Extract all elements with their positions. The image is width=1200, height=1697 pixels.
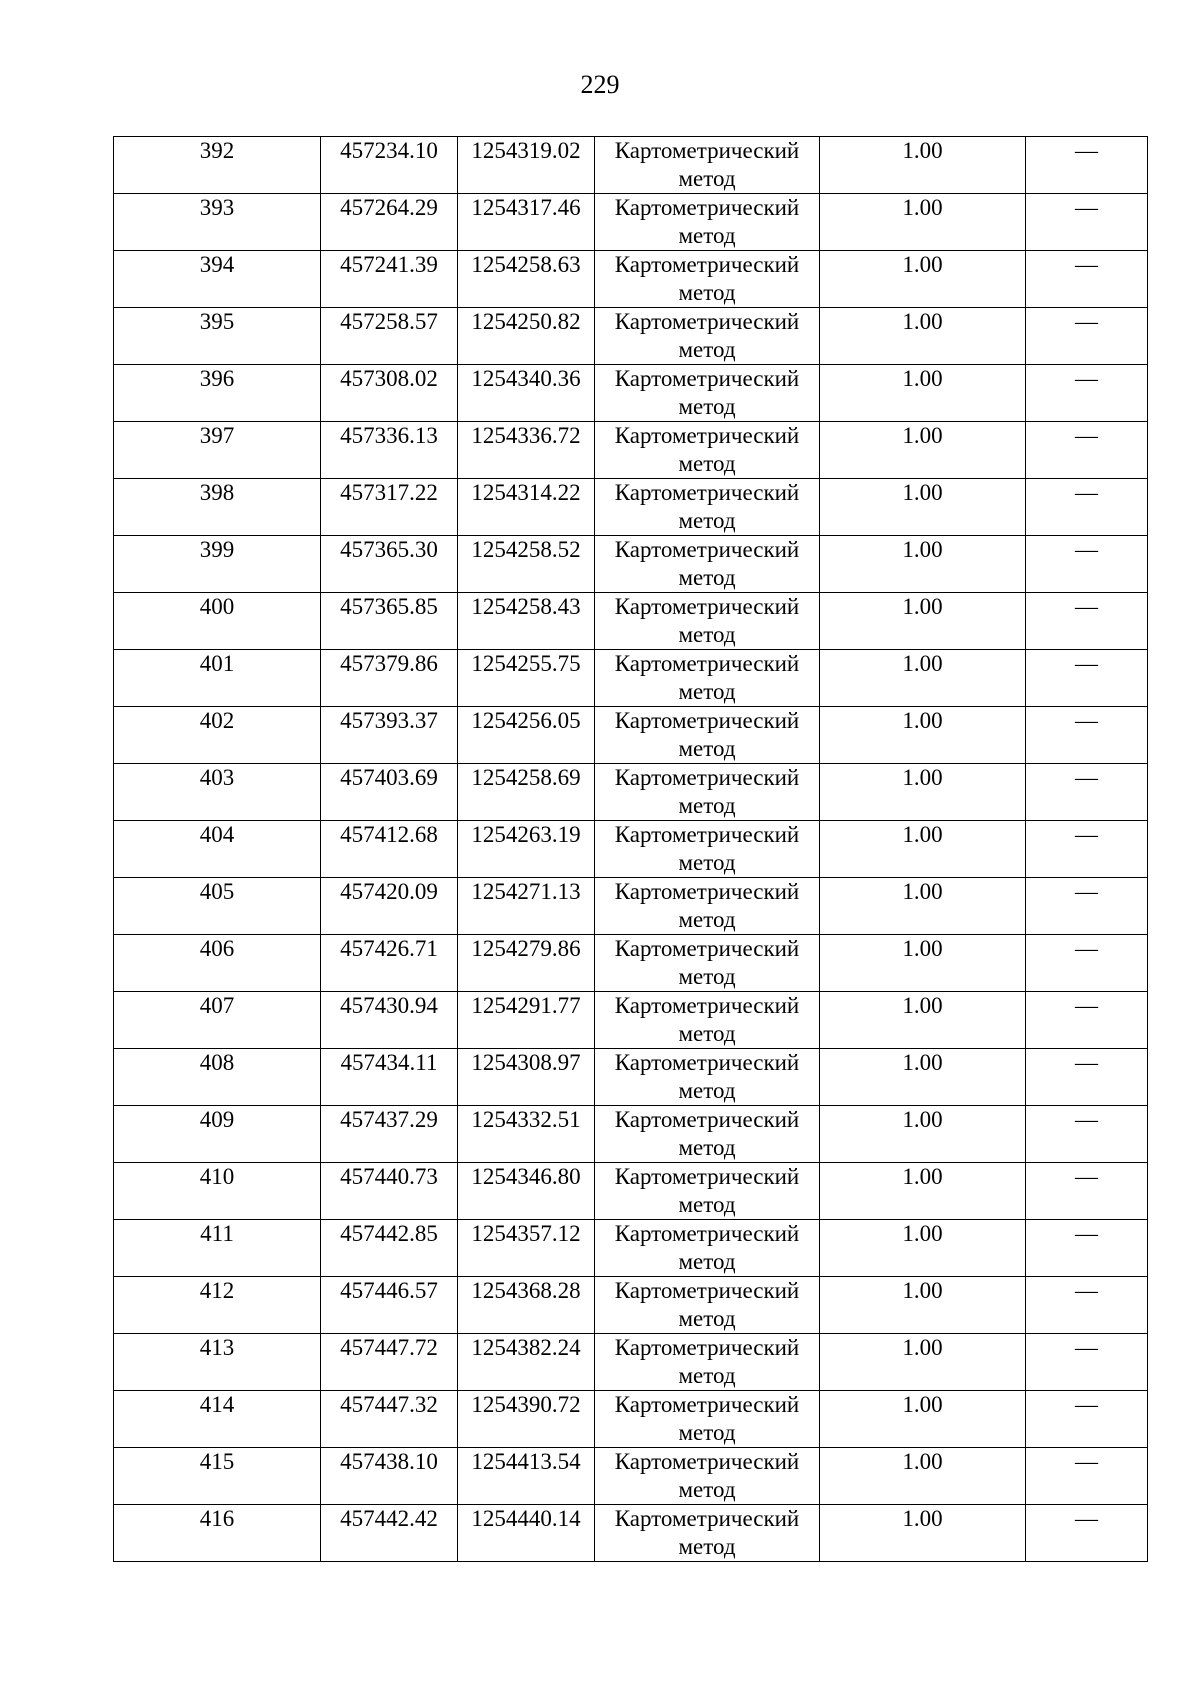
x-coordinate-cell: 457426.71 <box>321 935 458 992</box>
accuracy-cell: 1.00 <box>820 479 1026 536</box>
y-coordinate-cell: 1254291.77 <box>458 992 595 1049</box>
table-row <box>114 878 1148 935</box>
method-line-2: метод <box>678 508 736 533</box>
y-coordinate-cell: 1254314.22 <box>458 479 595 536</box>
note-cell: — <box>1026 137 1148 194</box>
method-line-2: метод <box>678 394 736 419</box>
method-cell <box>595 536 820 593</box>
x-coordinate-cell: 457430.94 <box>321 992 458 1049</box>
accuracy-cell: 1.00 <box>820 650 1026 707</box>
x-coordinate-cell: 457442.42 <box>321 1505 458 1562</box>
point-number-cell: 393 <box>114 194 321 251</box>
note-cell: — <box>1026 650 1148 707</box>
method-line-2: метод <box>678 964 736 989</box>
method-cell <box>595 992 820 1049</box>
y-coordinate-cell: 1254440.14 <box>458 1505 595 1562</box>
method-line-1: Картометрический <box>614 1221 800 1246</box>
method-cell <box>595 365 820 422</box>
table-row <box>114 137 1148 194</box>
point-number-cell: 400 <box>114 593 321 650</box>
y-coordinate-cell: 1254340.36 <box>458 365 595 422</box>
table-row <box>114 365 1148 422</box>
point-number-cell: 414 <box>114 1391 321 1448</box>
point-number-cell: 403 <box>114 764 321 821</box>
point-number-cell: 405 <box>114 878 321 935</box>
table-row <box>114 422 1148 479</box>
table-row <box>114 479 1148 536</box>
table-row <box>114 1505 1148 1562</box>
table-row <box>114 251 1148 308</box>
point-number-cell: 409 <box>114 1106 321 1163</box>
table-row <box>114 536 1148 593</box>
table-row <box>114 707 1148 764</box>
x-coordinate-cell: 457264.29 <box>321 194 458 251</box>
point-number-cell: 413 <box>114 1334 321 1391</box>
note-cell: — <box>1026 593 1148 650</box>
method-cell <box>595 1163 820 1220</box>
method-line-2: метод <box>678 1021 736 1046</box>
x-coordinate-cell: 457308.02 <box>321 365 458 422</box>
method-cell <box>595 1049 820 1106</box>
method-cell <box>595 707 820 764</box>
method-line-2: метод <box>678 907 736 932</box>
method-line-2: метод <box>678 1306 736 1331</box>
x-coordinate-cell: 457437.29 <box>321 1106 458 1163</box>
method-line-1: Картометрический <box>614 1392 800 1417</box>
method-line-1: Картометрический <box>614 480 800 505</box>
accuracy-cell: 1.00 <box>820 764 1026 821</box>
table-row <box>114 1334 1148 1391</box>
method-cell <box>595 1391 820 1448</box>
y-coordinate-cell: 1254390.72 <box>458 1391 595 1448</box>
point-number-cell: 412 <box>114 1277 321 1334</box>
method-line-1: Картометрический <box>614 138 800 163</box>
point-number-cell: 411 <box>114 1220 321 1277</box>
method-cell <box>595 821 820 878</box>
point-number-cell: 397 <box>114 422 321 479</box>
method-line-2: метод <box>678 1477 736 1502</box>
y-coordinate-cell: 1254258.43 <box>458 593 595 650</box>
note-cell: — <box>1026 194 1148 251</box>
note-cell: — <box>1026 764 1148 821</box>
accuracy-cell: 1.00 <box>820 536 1026 593</box>
x-coordinate-cell: 457258.57 <box>321 308 458 365</box>
method-line-2: метод <box>678 793 736 818</box>
note-cell: — <box>1026 935 1148 992</box>
method-cell <box>595 308 820 365</box>
point-number-cell: 398 <box>114 479 321 536</box>
coordinates-table <box>113 136 1148 1562</box>
table-row <box>114 308 1148 365</box>
y-coordinate-cell: 1254256.05 <box>458 707 595 764</box>
accuracy-cell: 1.00 <box>820 878 1026 935</box>
x-coordinate-cell: 457447.72 <box>321 1334 458 1391</box>
note-cell: — <box>1026 1220 1148 1277</box>
accuracy-cell: 1.00 <box>820 935 1026 992</box>
method-cell <box>595 251 820 308</box>
method-line-1: Картометрический <box>614 1164 800 1189</box>
x-coordinate-cell: 457336.13 <box>321 422 458 479</box>
x-coordinate-cell: 457412.68 <box>321 821 458 878</box>
method-cell <box>595 1220 820 1277</box>
note-cell: — <box>1026 1049 1148 1106</box>
method-line-2: метод <box>678 223 736 248</box>
x-coordinate-cell: 457440.73 <box>321 1163 458 1220</box>
x-coordinate-cell: 457446.57 <box>321 1277 458 1334</box>
point-number-cell: 407 <box>114 992 321 1049</box>
method-line-2: метод <box>678 622 736 647</box>
method-cell <box>595 194 820 251</box>
y-coordinate-cell: 1254368.28 <box>458 1277 595 1334</box>
note-cell: — <box>1026 365 1148 422</box>
x-coordinate-cell: 457442.85 <box>321 1220 458 1277</box>
x-coordinate-cell: 457420.09 <box>321 878 458 935</box>
table-row <box>114 935 1148 992</box>
x-coordinate-cell: 457234.10 <box>321 137 458 194</box>
method-cell <box>595 650 820 707</box>
method-line-1: Картометрический <box>614 708 800 733</box>
table-row <box>114 1391 1148 1448</box>
y-coordinate-cell: 1254382.24 <box>458 1334 595 1391</box>
note-cell: — <box>1026 536 1148 593</box>
table-row <box>114 1220 1148 1277</box>
method-line-1: Картометрический <box>614 1449 800 1474</box>
method-line-2: метод <box>678 1420 736 1445</box>
point-number-cell: 415 <box>114 1448 321 1505</box>
point-number-cell: 402 <box>114 707 321 764</box>
table-row <box>114 1277 1148 1334</box>
accuracy-cell: 1.00 <box>820 1106 1026 1163</box>
note-cell: — <box>1026 1448 1148 1505</box>
method-line-2: метод <box>678 280 736 305</box>
accuracy-cell: 1.00 <box>820 365 1026 422</box>
method-line-1: Картометрический <box>614 879 800 904</box>
note-cell: — <box>1026 1391 1148 1448</box>
y-coordinate-cell: 1254258.52 <box>458 536 595 593</box>
method-line-2: метод <box>678 736 736 761</box>
accuracy-cell: 1.00 <box>820 707 1026 764</box>
y-coordinate-cell: 1254258.69 <box>458 764 595 821</box>
method-cell <box>595 764 820 821</box>
method-line-1: Картометрический <box>614 936 800 961</box>
method-line-1: Картометрический <box>614 594 800 619</box>
y-coordinate-cell: 1254271.13 <box>458 878 595 935</box>
accuracy-cell: 1.00 <box>820 1505 1026 1562</box>
method-line-2: метод <box>678 1363 736 1388</box>
table-row <box>114 1106 1148 1163</box>
accuracy-cell: 1.00 <box>820 251 1026 308</box>
method-line-1: Картометрический <box>614 822 800 847</box>
point-number-cell: 399 <box>114 536 321 593</box>
x-coordinate-cell: 457317.22 <box>321 479 458 536</box>
y-coordinate-cell: 1254413.54 <box>458 1448 595 1505</box>
accuracy-cell: 1.00 <box>820 194 1026 251</box>
method-cell <box>595 422 820 479</box>
table-row <box>114 650 1148 707</box>
y-coordinate-cell: 1254250.82 <box>458 308 595 365</box>
method-line-1: Картометрический <box>614 537 800 562</box>
method-line-1: Картометрический <box>614 1050 800 1075</box>
method-line-1: Картометрический <box>614 1107 800 1132</box>
note-cell: — <box>1026 422 1148 479</box>
y-coordinate-cell: 1254336.72 <box>458 422 595 479</box>
accuracy-cell: 1.00 <box>820 593 1026 650</box>
x-coordinate-cell: 457438.10 <box>321 1448 458 1505</box>
point-number-cell: 395 <box>114 308 321 365</box>
method-line-1: Картометрический <box>614 252 800 277</box>
table-row <box>114 764 1148 821</box>
note-cell: — <box>1026 1334 1148 1391</box>
method-cell <box>595 1106 820 1163</box>
y-coordinate-cell: 1254255.75 <box>458 650 595 707</box>
method-line-2: метод <box>678 679 736 704</box>
table-row <box>114 1448 1148 1505</box>
method-cell <box>595 479 820 536</box>
accuracy-cell: 1.00 <box>820 1277 1026 1334</box>
y-coordinate-cell: 1254346.80 <box>458 1163 595 1220</box>
method-line-1: Картометрический <box>614 1506 800 1531</box>
x-coordinate-cell: 457365.85 <box>321 593 458 650</box>
point-number-cell: 404 <box>114 821 321 878</box>
x-coordinate-cell: 457403.69 <box>321 764 458 821</box>
method-cell <box>595 1505 820 1562</box>
method-line-2: метод <box>678 337 736 362</box>
method-line-1: Картометрический <box>614 366 800 391</box>
method-line-2: метод <box>678 1249 736 1274</box>
y-coordinate-cell: 1254357.12 <box>458 1220 595 1277</box>
point-number-cell: 416 <box>114 1505 321 1562</box>
table-row <box>114 593 1148 650</box>
accuracy-cell: 1.00 <box>820 992 1026 1049</box>
method-line-2: метод <box>678 451 736 476</box>
method-cell <box>595 593 820 650</box>
note-cell: — <box>1026 1163 1148 1220</box>
method-cell <box>595 935 820 992</box>
method-cell <box>595 1334 820 1391</box>
method-line-2: метод <box>678 1192 736 1217</box>
method-line-1: Картометрический <box>614 993 800 1018</box>
method-line-2: метод <box>678 1135 736 1160</box>
method-line-2: метод <box>678 166 736 191</box>
point-number-cell: 406 <box>114 935 321 992</box>
note-cell: — <box>1026 992 1148 1049</box>
accuracy-cell: 1.00 <box>820 1220 1026 1277</box>
method-cell <box>595 1277 820 1334</box>
note-cell: — <box>1026 878 1148 935</box>
accuracy-cell: 1.00 <box>820 1163 1026 1220</box>
point-number-cell: 401 <box>114 650 321 707</box>
x-coordinate-cell: 457241.39 <box>321 251 458 308</box>
note-cell: — <box>1026 1106 1148 1163</box>
note-cell: — <box>1026 251 1148 308</box>
method-line-1: Картометрический <box>614 423 800 448</box>
point-number-cell: 396 <box>114 365 321 422</box>
method-line-1: Картометрический <box>614 309 800 334</box>
table-row <box>114 1163 1148 1220</box>
point-number-cell: 408 <box>114 1049 321 1106</box>
accuracy-cell: 1.00 <box>820 1448 1026 1505</box>
accuracy-cell: 1.00 <box>820 1334 1026 1391</box>
method-line-2: метод <box>678 565 736 590</box>
method-cell <box>595 1448 820 1505</box>
accuracy-cell: 1.00 <box>820 308 1026 365</box>
method-line-2: метод <box>678 1534 736 1559</box>
method-line-1: Картометрический <box>614 651 800 676</box>
table-row <box>114 821 1148 878</box>
note-cell: — <box>1026 707 1148 764</box>
x-coordinate-cell: 457447.32 <box>321 1391 458 1448</box>
x-coordinate-cell: 457434.11 <box>321 1049 458 1106</box>
point-number-cell: 410 <box>114 1163 321 1220</box>
table-row <box>114 194 1148 251</box>
method-line-1: Картометрический <box>614 765 800 790</box>
method-line-1: Картометрический <box>614 1278 800 1303</box>
note-cell: — <box>1026 1277 1148 1334</box>
accuracy-cell: 1.00 <box>820 821 1026 878</box>
accuracy-cell: 1.00 <box>820 422 1026 479</box>
point-number-cell: 392 <box>114 137 321 194</box>
accuracy-cell: 1.00 <box>820 1049 1026 1106</box>
y-coordinate-cell: 1254332.51 <box>458 1106 595 1163</box>
y-coordinate-cell: 1254319.02 <box>458 137 595 194</box>
note-cell: — <box>1026 308 1148 365</box>
method-line-1: Картометрический <box>614 1335 800 1360</box>
page-number: 229 <box>580 70 620 99</box>
note-cell: — <box>1026 1505 1148 1562</box>
x-coordinate-cell: 457379.86 <box>321 650 458 707</box>
method-line-2: метод <box>678 1078 736 1103</box>
y-coordinate-cell: 1254317.46 <box>458 194 595 251</box>
note-cell: — <box>1026 479 1148 536</box>
method-line-2: метод <box>678 850 736 875</box>
x-coordinate-cell: 457365.30 <box>321 536 458 593</box>
accuracy-cell: 1.00 <box>820 137 1026 194</box>
y-coordinate-cell: 1254258.63 <box>458 251 595 308</box>
y-coordinate-cell: 1254308.97 <box>458 1049 595 1106</box>
y-coordinate-cell: 1254263.19 <box>458 821 595 878</box>
table-body <box>114 137 1148 1562</box>
method-cell <box>595 878 820 935</box>
table-row <box>114 992 1148 1049</box>
table-row <box>114 1049 1148 1106</box>
point-number-cell: 394 <box>114 251 321 308</box>
method-line-1: Картометрический <box>614 195 800 220</box>
accuracy-cell: 1.00 <box>820 1391 1026 1448</box>
x-coordinate-cell: 457393.37 <box>321 707 458 764</box>
method-cell <box>595 137 820 194</box>
note-cell: — <box>1026 821 1148 878</box>
y-coordinate-cell: 1254279.86 <box>458 935 595 992</box>
